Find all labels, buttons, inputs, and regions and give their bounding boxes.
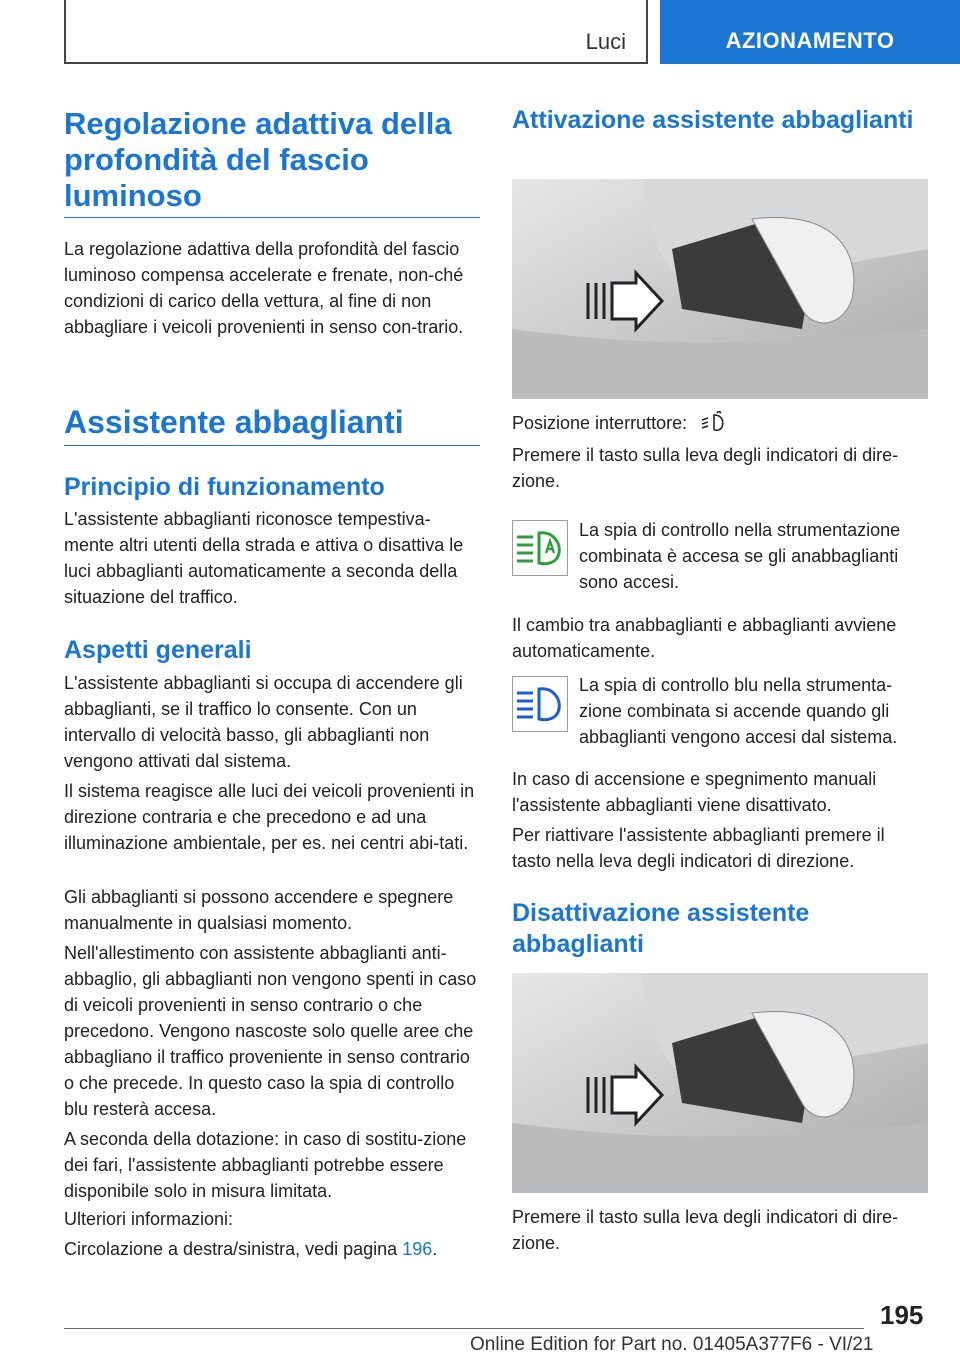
para-general-4: Nell'allestimento con assistente abbaglianti anti-abbaglio, gli abbaglianti non vengono spenti in caso di veicoli provenienti in senso contrario o che precedono. Vengono nascoste solo quelle aree che abbagliano il traffico proveniente in senso contrario o che precede. In questo caso la spia di controllo blu resterà accesa. [64, 943, 477, 1119]
footer-rule [64, 1328, 864, 1329]
stalk-image-deactivate [512, 973, 928, 1193]
para-switch-position [512, 410, 928, 436]
para-press-stalk-1: Premere il tasto sulla leva degli indicatori di dire-zione. [512, 445, 899, 491]
reference-end: . [432, 1239, 438, 1259]
heading-principle: Principio di funzionamento [64, 473, 385, 501]
heading-rule [64, 445, 480, 446]
heading-high-beam-assistant: Assistente abbaglianti [64, 404, 404, 440]
high-beam-assistant-green-icon [512, 520, 568, 576]
stalk-image-activate [512, 179, 928, 399]
para-general-1: L'assistente abbaglianti si occupa di accendere gli abbaglianti, se il traffico lo consente. Con un intervallo di velocità basso, gli abbaglianti non vengono attivati dal sistema. [64, 673, 463, 771]
heading-activate: Attivazione assistente abbaglianti [512, 106, 914, 134]
heading-general: Aspetti generali [64, 636, 252, 664]
switch-position-label: Posizione interruttore: [512, 413, 688, 433]
header-section: Luci [585, 29, 626, 54]
para-general-3: Gli abbaglianti si possono accendere e spegnere manualmente in qualsiasi momento. [64, 887, 454, 933]
para-press-stalk-2: Premere il tasto sulla leva degli indicatori di dire-zione. [512, 1207, 899, 1253]
header-chapter-tab: AZIONAMENTO [660, 0, 960, 64]
header-frame [64, 0, 648, 64]
para-general-5: A seconda della dotazione: in caso di sostitu-zione dei fari, l'assistente abbaglianti potrebbe essere disponibile solo in misura limitata. [64, 1129, 467, 1201]
para-reactivate: Per riattivare l'assistente abbaglianti premere il tasto nella leva degli indicatori di direzione. [512, 825, 885, 871]
para-more-info: Ulteriori informazioni: [64, 1209, 234, 1229]
auto-high-beam-icon [700, 411, 726, 433]
heading-rule [64, 217, 480, 218]
para-automatic-change: Il cambio tra anabbaglianti e abbaglianti avviene automaticamente. [512, 615, 897, 661]
heading-deactivate: Disattivazione assistente abbaglianti [512, 899, 810, 958]
heading-adaptive-beam: Regolazione adattiva della profondità del fascio luminoso [64, 106, 452, 213]
para-principle: L'assistente abbaglianti riconosce tempestiva-mente altri utenti della strada e attiva o disattiva le luci abbaglianti automaticamente a seconda della situazione del traffico. [64, 509, 464, 607]
edition-note: Online Edition for Part no. 01405A377F6 - VI/21 [470, 1334, 874, 1355]
page-link-196[interactable]: 196 [402, 1239, 433, 1259]
page-number: 195 [880, 1300, 924, 1330]
para-reference [64, 1236, 480, 1262]
stalk-illustration [512, 973, 928, 1193]
para-general-2: Il sistema reagisce alle luci dei veicoli provenienti in direzione contraria e che precedono e ad una illuminazione ambientale, per es. nei centri abi-tati. [64, 781, 475, 853]
para-manual-switch: In caso di accensione e spegnimento manuali l'assistente abbaglianti viene disattivato. [512, 769, 877, 815]
reference-text: Circolazione a destra/sinistra, vedi pagina [64, 1239, 403, 1259]
high-beam-blue-icon [512, 676, 568, 732]
stalk-illustration [512, 179, 928, 399]
para-green-indicator: La spia di controllo nella strumentazione combinata è accesa se gli anabbaglianti sono accesi. [579, 520, 901, 592]
para-adaptive: La regolazione adattiva della profondità del fascio luminoso compensa accelerate e frenate, non-ché condizioni di carico della vettura, al fine di non abbagliare i veicoli provenienti in senso con-trario. [64, 239, 464, 337]
para-blue-indicator: La spia di controllo blu nella strumenta-zione combinata si accende quando gli abbaglianti vengono accesi dal sistema. [579, 675, 898, 747]
